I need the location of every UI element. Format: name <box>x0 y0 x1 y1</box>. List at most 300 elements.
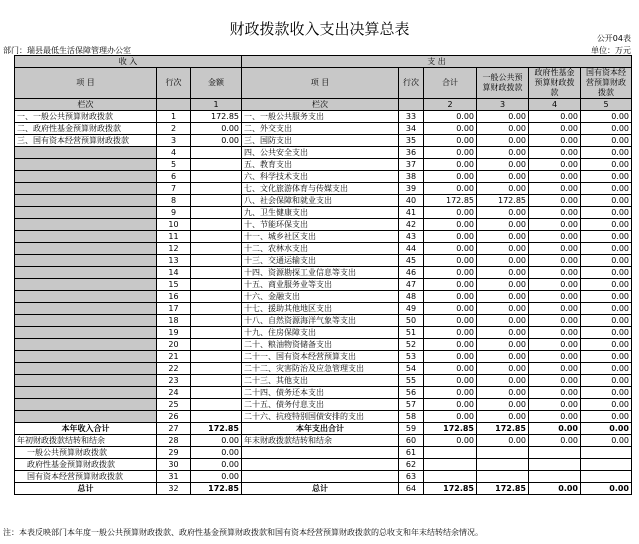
col-capital-budget: 国有资本经营预算财政拨款 <box>581 68 632 99</box>
income-amount <box>191 327 242 339</box>
expense-item: 本年支出合计 <box>242 423 399 435</box>
income-amount <box>191 351 242 363</box>
income-item <box>15 159 157 171</box>
general-amount: 0.00 <box>477 375 529 387</box>
index-c1: 1 <box>191 99 242 111</box>
income-amount <box>191 267 242 279</box>
income-item <box>15 351 157 363</box>
income-item: 本年收入合计 <box>15 423 157 435</box>
fund-amount: 0.00 <box>529 435 581 447</box>
table-row <box>15 255 632 267</box>
index-blank <box>157 99 191 111</box>
col-total: 合计 <box>424 68 477 99</box>
expense-item: 五、教育支出 <box>242 159 399 171</box>
income-lineno: 22 <box>157 363 191 375</box>
table-row <box>15 351 632 363</box>
total-amount: 0.00 <box>424 339 477 351</box>
expense-item: 十五、商业服务业等支出 <box>242 279 399 291</box>
general-amount <box>477 459 529 471</box>
capital-amount: 0.00 <box>581 183 632 195</box>
expense-lineno: 46 <box>399 267 424 279</box>
fund-amount: 0.00 <box>529 339 581 351</box>
expense-item: 二十二、灾害防治及应急管理支出 <box>242 363 399 375</box>
income-item <box>15 339 157 351</box>
general-amount: 0.00 <box>477 351 529 363</box>
general-amount: 172.85 <box>477 483 529 495</box>
expense-item: 三、国防支出 <box>242 135 399 147</box>
income-amount: 0.00 <box>191 459 242 471</box>
income-lineno: 3 <box>157 135 191 147</box>
table-row <box>15 243 632 255</box>
expense-item: 十四、资源勘探工业信息等支出 <box>242 267 399 279</box>
fund-amount <box>529 447 581 459</box>
general-amount: 0.00 <box>477 435 529 447</box>
expense-lineno: 57 <box>399 399 424 411</box>
general-amount: 0.00 <box>477 339 529 351</box>
table-row <box>15 267 632 279</box>
total-amount <box>424 459 477 471</box>
expense-lineno: 42 <box>399 219 424 231</box>
general-amount: 0.00 <box>477 135 529 147</box>
income-amount <box>191 339 242 351</box>
col-expense-lineno: 行次 <box>399 68 424 99</box>
expense-item: 总计 <box>242 483 399 495</box>
income-item <box>15 375 157 387</box>
income-item <box>15 387 157 399</box>
total-amount: 0.00 <box>424 435 477 447</box>
capital-amount: 0.00 <box>581 219 632 231</box>
expense-lineno: 63 <box>399 471 424 483</box>
income-lineno: 19 <box>157 327 191 339</box>
income-amount <box>191 147 242 159</box>
expense-item <box>242 471 399 483</box>
income-amount <box>191 375 242 387</box>
income-lineno: 10 <box>157 219 191 231</box>
income-amount: 172.85 <box>191 483 242 495</box>
capital-amount: 0.00 <box>581 147 632 159</box>
expense-item: 十九、住房保障支出 <box>242 327 399 339</box>
expense-item: 二十三、其他支出 <box>242 375 399 387</box>
section-header-row <box>15 56 632 68</box>
expense-item: 二十五、债务付息支出 <box>242 399 399 411</box>
income-lineno: 28 <box>157 435 191 447</box>
expense-lineno: 50 <box>399 315 424 327</box>
income-amount <box>191 315 242 327</box>
fund-amount: 0.00 <box>529 399 581 411</box>
income-lineno: 17 <box>157 303 191 315</box>
column-index-row <box>15 99 632 111</box>
carry-row <box>15 435 632 447</box>
general-amount: 172.85 <box>477 195 529 207</box>
capital-amount: 0.00 <box>581 255 632 267</box>
capital-amount: 0.00 <box>581 363 632 375</box>
income-lineno: 18 <box>157 315 191 327</box>
fund-amount: 0.00 <box>529 231 581 243</box>
total-amount: 0.00 <box>424 159 477 171</box>
col-income-lineno: 行次 <box>157 68 191 99</box>
expense-item: 九、卫生健康支出 <box>242 207 399 219</box>
table-row <box>15 279 632 291</box>
expense-lineno: 55 <box>399 375 424 387</box>
expense-lineno: 61 <box>399 447 424 459</box>
income-amount: 172.85 <box>191 423 242 435</box>
fund-amount: 0.00 <box>529 423 581 435</box>
fund-amount: 0.00 <box>529 147 581 159</box>
column-header-row <box>15 68 632 99</box>
expense-item: 四、公共安全支出 <box>242 147 399 159</box>
general-amount: 0.00 <box>477 123 529 135</box>
income-lineno: 27 <box>157 423 191 435</box>
income-lineno: 32 <box>157 483 191 495</box>
income-amount <box>191 243 242 255</box>
general-amount: 0.00 <box>477 147 529 159</box>
income-item <box>15 195 157 207</box>
expense-lineno: 58 <box>399 411 424 423</box>
capital-amount: 0.00 <box>581 483 632 495</box>
general-amount: 0.00 <box>477 255 529 267</box>
income-amount <box>191 363 242 375</box>
total-amount: 0.00 <box>424 111 477 123</box>
total-amount: 0.00 <box>424 387 477 399</box>
expense-item: 十二、农林水支出 <box>242 243 399 255</box>
expense-lineno: 51 <box>399 327 424 339</box>
table-row <box>15 327 632 339</box>
expense-item: 十、节能环保支出 <box>242 219 399 231</box>
income-lineno: 16 <box>157 291 191 303</box>
fund-amount: 0.00 <box>529 315 581 327</box>
fund-amount <box>529 459 581 471</box>
total-amount: 0.00 <box>424 303 477 315</box>
total-amount: 172.85 <box>424 483 477 495</box>
income-amount <box>191 207 242 219</box>
capital-amount: 0.00 <box>581 135 632 147</box>
expense-item: 十七、援助其他地区支出 <box>242 303 399 315</box>
fund-amount: 0.00 <box>529 219 581 231</box>
income-item <box>15 327 157 339</box>
income-lineno: 8 <box>157 195 191 207</box>
year-total-row <box>15 423 632 435</box>
total-amount: 172.85 <box>424 423 477 435</box>
total-amount: 0.00 <box>424 135 477 147</box>
table-row <box>15 231 632 243</box>
income-item <box>15 243 157 255</box>
expense-item: 七、文化旅游体育与传媒支出 <box>242 183 399 195</box>
carry-row <box>15 459 632 471</box>
fund-amount: 0.00 <box>529 123 581 135</box>
capital-amount: 0.00 <box>581 327 632 339</box>
expense-lineno: 49 <box>399 303 424 315</box>
income-item <box>15 279 157 291</box>
total-amount: 0.00 <box>424 171 477 183</box>
general-amount: 0.00 <box>477 327 529 339</box>
table-row <box>15 135 632 147</box>
income-item <box>15 411 157 423</box>
index-label: 栏次 <box>15 99 157 111</box>
income-amount <box>191 411 242 423</box>
general-amount <box>477 471 529 483</box>
fund-amount: 0.00 <box>529 387 581 399</box>
general-amount: 0.00 <box>477 171 529 183</box>
expense-section-label: 支 出 <box>242 56 632 68</box>
income-lineno: 2 <box>157 123 191 135</box>
capital-amount: 0.00 <box>581 279 632 291</box>
total-amount: 0.00 <box>424 123 477 135</box>
income-amount <box>191 195 242 207</box>
total-amount: 0.00 <box>424 279 477 291</box>
table-row <box>15 363 632 375</box>
income-item <box>15 267 157 279</box>
income-lineno: 11 <box>157 231 191 243</box>
grand-total-row <box>15 483 632 495</box>
expense-lineno: 47 <box>399 279 424 291</box>
capital-amount: 0.00 <box>581 291 632 303</box>
capital-amount: 0.00 <box>581 315 632 327</box>
general-amount: 0.00 <box>477 159 529 171</box>
income-lineno: 26 <box>157 411 191 423</box>
fund-amount: 0.00 <box>529 207 581 219</box>
expense-lineno: 35 <box>399 135 424 147</box>
capital-amount: 0.00 <box>581 123 632 135</box>
expense-lineno: 43 <box>399 231 424 243</box>
expense-lineno: 37 <box>399 159 424 171</box>
expense-lineno: 40 <box>399 195 424 207</box>
total-amount: 0.00 <box>424 315 477 327</box>
expense-lineno: 33 <box>399 111 424 123</box>
income-item: 三、国有资本经营预算财政拨款 <box>15 135 157 147</box>
income-amount: 0.00 <box>191 447 242 459</box>
capital-amount: 0.00 <box>581 159 632 171</box>
income-amount <box>191 159 242 171</box>
index-label-2: 栏次 <box>242 99 399 111</box>
expense-lineno: 39 <box>399 183 424 195</box>
general-amount: 0.00 <box>477 111 529 123</box>
income-section-label: 收 入 <box>15 56 242 68</box>
expense-item: 十三、交通运输支出 <box>242 255 399 267</box>
income-amount: 0.00 <box>191 435 242 447</box>
income-lineno: 29 <box>157 447 191 459</box>
income-amount <box>191 231 242 243</box>
table-row <box>15 291 632 303</box>
table-row <box>15 207 632 219</box>
total-amount: 0.00 <box>424 351 477 363</box>
expense-lineno: 45 <box>399 255 424 267</box>
fund-amount: 0.00 <box>529 243 581 255</box>
capital-amount <box>581 459 632 471</box>
col-expense-item: 项 目 <box>242 68 399 99</box>
table-row <box>15 303 632 315</box>
report-title: 财政拨款收入支出决算总表 <box>229 20 410 38</box>
capital-amount: 0.00 <box>581 375 632 387</box>
income-amount <box>191 279 242 291</box>
capital-amount: 0.00 <box>581 423 632 435</box>
col-income-item: 项 目 <box>15 68 157 99</box>
capital-amount: 0.00 <box>581 171 632 183</box>
total-amount: 0.00 <box>424 207 477 219</box>
total-amount: 0.00 <box>424 411 477 423</box>
carry-row <box>15 471 632 483</box>
income-item <box>15 183 157 195</box>
expense-item: 二十六、抗疫特别国债安排的支出 <box>242 411 399 423</box>
total-amount: 0.00 <box>424 327 477 339</box>
fund-amount: 0.00 <box>529 327 581 339</box>
general-amount: 0.00 <box>477 315 529 327</box>
expense-lineno: 53 <box>399 351 424 363</box>
expense-item: 二十、粮油物资储备支出 <box>242 339 399 351</box>
total-amount <box>424 447 477 459</box>
fund-amount: 0.00 <box>529 111 581 123</box>
fund-amount: 0.00 <box>529 483 581 495</box>
table-row <box>15 399 632 411</box>
capital-amount: 0.00 <box>581 195 632 207</box>
income-amount: 0.00 <box>191 471 242 483</box>
general-amount: 0.00 <box>477 411 529 423</box>
income-item: 政府性基金预算财政拨款 <box>15 459 157 471</box>
income-item: 国有资本经营预算财政拨款 <box>15 471 157 483</box>
expense-item: 一、一般公共服务支出 <box>242 111 399 123</box>
capital-amount: 0.00 <box>581 351 632 363</box>
income-lineno: 12 <box>157 243 191 255</box>
table-row <box>15 375 632 387</box>
general-amount: 0.00 <box>477 207 529 219</box>
income-lineno: 24 <box>157 387 191 399</box>
capital-amount: 0.00 <box>581 111 632 123</box>
capital-amount <box>581 447 632 459</box>
income-item <box>15 363 157 375</box>
fund-amount: 0.00 <box>529 279 581 291</box>
fund-amount: 0.00 <box>529 303 581 315</box>
expense-item: 二十四、债务还本支出 <box>242 387 399 399</box>
fund-amount: 0.00 <box>529 195 581 207</box>
income-item <box>15 303 157 315</box>
total-amount: 0.00 <box>424 147 477 159</box>
expense-item: 十六、金融支出 <box>242 291 399 303</box>
income-item <box>15 147 157 159</box>
income-amount <box>191 303 242 315</box>
income-lineno: 23 <box>157 375 191 387</box>
income-lineno: 4 <box>157 147 191 159</box>
expense-item: 年末财政拨款结转和结余 <box>242 435 399 447</box>
income-amount: 172.85 <box>191 111 242 123</box>
index-c3: 3 <box>477 99 529 111</box>
income-item: 一、一般公共预算财政拨款 <box>15 111 157 123</box>
fund-amount: 0.00 <box>529 183 581 195</box>
expense-lineno: 41 <box>399 207 424 219</box>
expense-lineno: 59 <box>399 423 424 435</box>
general-amount: 0.00 <box>477 387 529 399</box>
capital-amount: 0.00 <box>581 243 632 255</box>
income-amount <box>191 183 242 195</box>
expense-lineno: 52 <box>399 339 424 351</box>
total-amount: 0.00 <box>424 399 477 411</box>
fund-amount: 0.00 <box>529 171 581 183</box>
index-c2: 2 <box>424 99 477 111</box>
capital-amount: 0.00 <box>581 435 632 447</box>
income-lineno: 7 <box>157 183 191 195</box>
col-fund-budget: 政府性基金预算财政拨款 <box>529 68 581 99</box>
col-general-budget: 一般公共预算财政拨款 <box>477 68 529 99</box>
income-item <box>15 315 157 327</box>
expense-lineno: 56 <box>399 387 424 399</box>
table-row <box>15 123 632 135</box>
general-amount: 0.00 <box>477 231 529 243</box>
table-row <box>15 159 632 171</box>
general-amount: 0.00 <box>477 243 529 255</box>
income-lineno: 20 <box>157 339 191 351</box>
capital-amount: 0.00 <box>581 411 632 423</box>
expense-lineno: 54 <box>399 363 424 375</box>
fund-amount: 0.00 <box>529 255 581 267</box>
income-amount <box>191 255 242 267</box>
expense-lineno: 48 <box>399 291 424 303</box>
income-item <box>15 171 157 183</box>
income-amount <box>191 171 242 183</box>
income-item: 一般公共预算财政拨款 <box>15 447 157 459</box>
table-row <box>15 171 632 183</box>
expense-lineno: 36 <box>399 147 424 159</box>
finance-summary-table <box>14 55 632 495</box>
general-amount: 0.00 <box>477 291 529 303</box>
income-lineno: 15 <box>157 279 191 291</box>
carry-row <box>15 447 632 459</box>
income-lineno: 13 <box>157 255 191 267</box>
general-amount: 0.00 <box>477 279 529 291</box>
expense-item: 十一、城乡社区支出 <box>242 231 399 243</box>
expense-item: 十八、自然资源海洋气象等支出 <box>242 315 399 327</box>
fund-amount: 0.00 <box>529 363 581 375</box>
unit-label: 单位：万元 <box>591 46 631 55</box>
income-item: 总计 <box>15 483 157 495</box>
fund-amount: 0.00 <box>529 267 581 279</box>
fund-amount: 0.00 <box>529 375 581 387</box>
col-income-amount: 金额 <box>191 68 242 99</box>
capital-amount: 0.00 <box>581 267 632 279</box>
income-item <box>15 219 157 231</box>
total-amount: 0.00 <box>424 375 477 387</box>
index-blank-2 <box>399 99 424 111</box>
expense-item: 二十一、国有资本经营预算支出 <box>242 351 399 363</box>
general-amount: 0.00 <box>477 399 529 411</box>
department-label: 部门：瑞县最低生活保障管理办公室 <box>3 46 131 55</box>
capital-amount: 0.00 <box>581 231 632 243</box>
income-item <box>15 231 157 243</box>
total-amount: 0.00 <box>424 291 477 303</box>
table-row <box>15 111 632 123</box>
table-row <box>15 339 632 351</box>
expense-item <box>242 447 399 459</box>
income-lineno: 6 <box>157 171 191 183</box>
income-item <box>15 255 157 267</box>
total-amount: 172.85 <box>424 195 477 207</box>
expense-lineno: 44 <box>399 243 424 255</box>
table-row <box>15 219 632 231</box>
general-amount: 0.00 <box>477 363 529 375</box>
income-lineno: 5 <box>157 159 191 171</box>
income-item <box>15 399 157 411</box>
general-amount: 0.00 <box>477 267 529 279</box>
fund-amount: 0.00 <box>529 291 581 303</box>
total-amount: 0.00 <box>424 219 477 231</box>
expense-lineno: 60 <box>399 435 424 447</box>
capital-amount <box>581 471 632 483</box>
capital-amount: 0.00 <box>581 207 632 219</box>
capital-amount: 0.00 <box>581 339 632 351</box>
total-amount: 0.00 <box>424 255 477 267</box>
capital-amount: 0.00 <box>581 399 632 411</box>
income-amount <box>191 399 242 411</box>
income-lineno: 25 <box>157 399 191 411</box>
table-row <box>15 411 632 423</box>
footnote: 注：本表反映部门本年度一般公共预算财政拨款、政府性基金预算财政拨款和国有资本经营预算财政拨款的总收支和年末结转结余情况。 <box>3 528 483 537</box>
